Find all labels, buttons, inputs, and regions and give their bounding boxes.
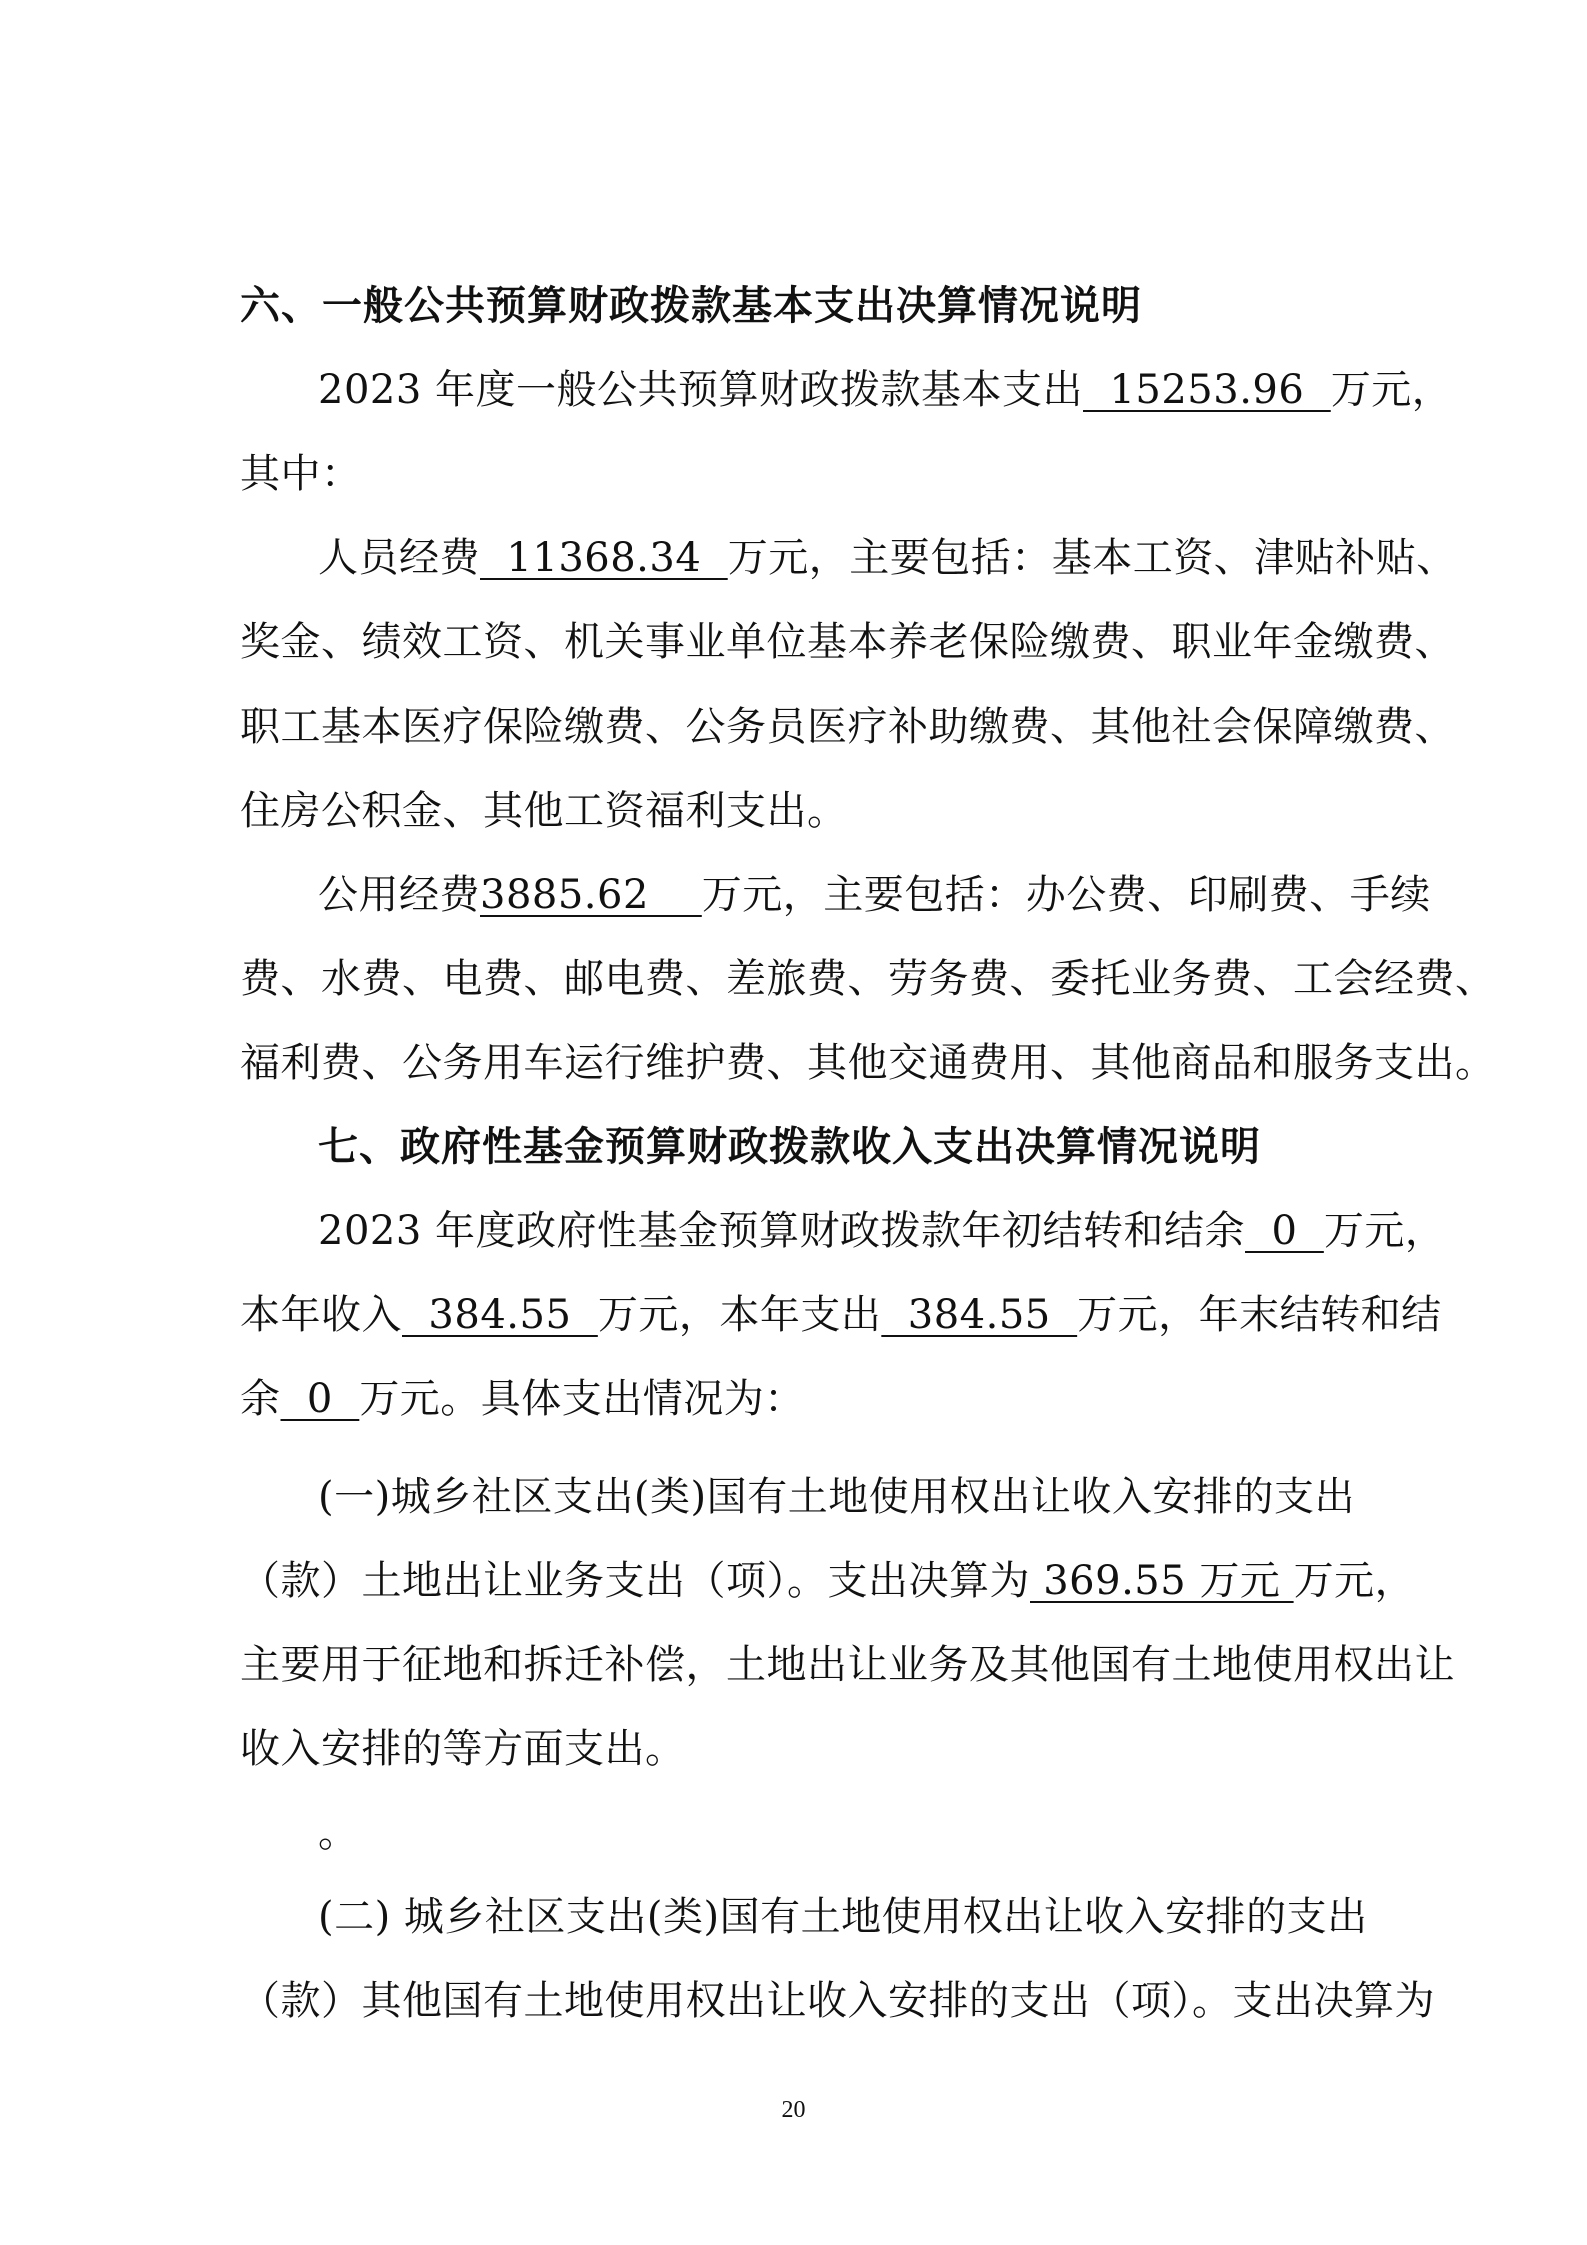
item-1-line2: （款）土地出让业务支出（项）。支出决算为 369.55 万元 万元， [240,1558,1416,1604]
personnel-expense-line2: 奖金、绩效工资、机关事业单位基本养老保险缴费、职业年金缴费、 [240,619,1455,665]
item-2-line2: （款）其他国有土地使用权出让收入安排的支出（项）。支出决算为 [240,1978,1435,2024]
page-number: 20 [781,2097,806,2123]
section-6-total-line2: 其中： [240,451,362,497]
personnel-expense-line3: 职工基本医疗保险缴费、公务员医疗补助缴费、其他社会保障缴费、 [240,704,1455,750]
fund-income-value: 384.55 [402,1292,598,1338]
section-7-heading: 七、政府性基金预算财政拨款收入支出决算情况说明 [318,1123,1261,1170]
item-2-line1: (二) 城乡社区支出(类)国有土地使用权出让收入安排的支出 [318,1894,1368,1940]
section-6-total-line: 2023 年度一般公共预算财政拨款基本支出 15253.96 万元， [318,367,1453,413]
public-expense-value: 3885.62 [480,872,702,918]
stray-period: 。 [318,1810,359,1856]
personnel-expense-value: 11368.34 [480,535,728,581]
basic-expenditure-total: 15253.96 [1083,367,1331,413]
item-1-line4: 收入安排的等方面支出。 [240,1726,686,1772]
public-expense-line: 公用经费3885.62 万元，主要包括：办公费、印刷费、手续 [318,872,1431,918]
fund-income-expense-line: 本年收入 384.55 万元，本年支出 384.55 万元，年末结转和结 [240,1292,1442,1338]
personnel-expense-line: 人员经费 11368.34 万元，主要包括：基本工资、津贴补贴、 [318,535,1457,581]
fund-expense-value: 384.55 [881,1292,1078,1338]
item-1-value: 369.55 万元 [1030,1558,1294,1604]
personnel-expense-line4: 住房公积金、其他工资福利支出。 [240,788,848,834]
fund-carry-out-value: 0 [280,1376,360,1422]
item-1-line1: (一)城乡社区支出(类)国有土地使用权出让收入安排的支出 [318,1474,1355,1520]
fund-carry-in-value: 0 [1245,1208,1324,1254]
section-6-heading: 六、一般公共预算财政拨款基本支出决算情况说明 [240,282,1142,329]
public-expense-line3: 福利费、公务用车运行维护费、其他交通费用、其他商品和服务支出。 [240,1040,1496,1086]
fund-carry-in-line: 2023 年度政府性基金预算财政拨款年初结转和结余 0 万元， [318,1208,1446,1254]
fund-carry-out-line: 余 0 万元。具体支出情况为： [240,1376,805,1422]
item-1-line3: 主要用于征地和拆迁补偿，土地出让业务及其他国有土地使用权出让 [240,1642,1455,1688]
public-expense-line2: 费、水费、电费、邮电费、差旅费、劳务费、委托业务费、工会经费、 [240,956,1496,1002]
